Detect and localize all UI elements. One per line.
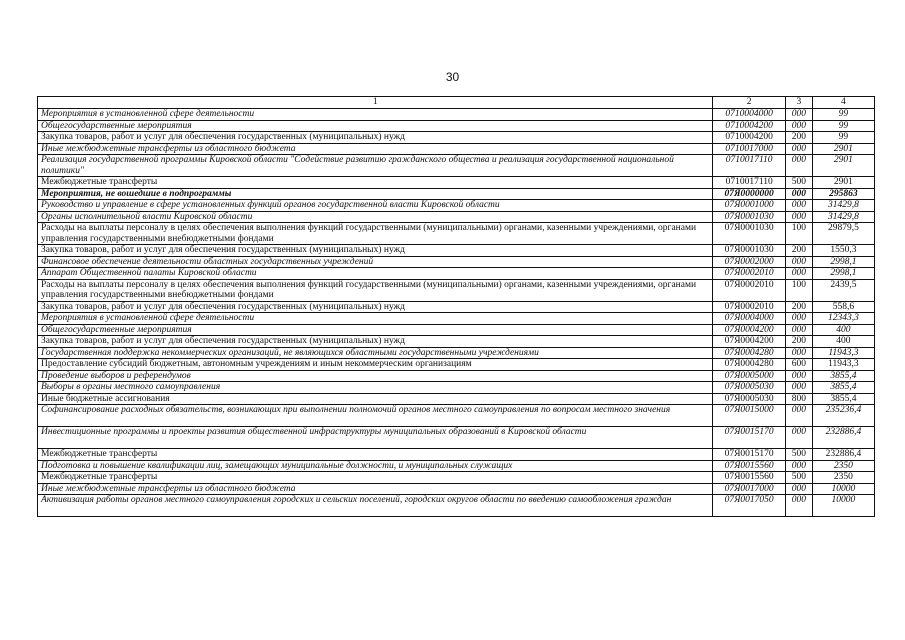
table-row bbox=[38, 393, 875, 405]
row-name-cell: Предоставление субсидий бюджетным, автономным учреждениям и иным некоммерческим организациям bbox=[38, 359, 713, 371]
row-code-cell: 0710004200 bbox=[713, 120, 786, 132]
table-row bbox=[38, 336, 875, 348]
row-type-cell: 600 bbox=[785, 359, 812, 371]
row-code-cell: 0710017110 bbox=[713, 177, 786, 189]
row-sum-cell: 10000 bbox=[812, 483, 874, 495]
row-code-cell: 07Я0002010 bbox=[713, 279, 786, 301]
row-name-cell: Межбюджетные трансферты bbox=[38, 449, 713, 461]
table-row bbox=[38, 472, 875, 484]
table-row bbox=[38, 370, 875, 382]
row-type-cell: 000 bbox=[785, 427, 812, 449]
row-name-cell: Иные межбюджетные трансферты из областного бюджета bbox=[38, 143, 713, 155]
row-name-cell: Закупка товаров, работ и услуг для обеспечения государственных (муниципальных) нужд bbox=[38, 336, 713, 348]
row-sum-cell: 558,6 bbox=[812, 301, 874, 313]
row-code-cell: 07Я0001030 bbox=[713, 245, 786, 257]
table-row bbox=[38, 483, 875, 495]
row-name-cell: Расходы на выплаты персоналу в целях обеспечения выполнения функций государственными (муниципальными) органами, казенными учреждениями, органами управления государственными внебюджетными фондами bbox=[38, 279, 713, 301]
row-sum-cell: 2998,1 bbox=[812, 268, 874, 280]
row-sum-cell: 400 bbox=[812, 336, 874, 348]
row-type-cell: 000 bbox=[785, 460, 812, 472]
row-type-cell: 500 bbox=[785, 177, 812, 189]
row-sum-cell: 11943,3 bbox=[812, 359, 874, 371]
row-code-cell: 0710017110 bbox=[713, 155, 786, 177]
row-type-cell: 000 bbox=[785, 211, 812, 223]
row-sum-cell: 11943,3 bbox=[812, 347, 874, 359]
row-name-cell: Общегосударственные мероприятия bbox=[38, 120, 713, 132]
row-type-cell: 000 bbox=[785, 120, 812, 132]
row-name-cell: Закупка товаров, работ и услуг для обеспечения государственных (муниципальных) нужд bbox=[38, 301, 713, 313]
row-sum-cell: 1550,3 bbox=[812, 245, 874, 257]
row-name-cell: Иные бюджетные ассигнования bbox=[38, 393, 713, 405]
row-type-cell: 100 bbox=[785, 279, 812, 301]
row-type-cell: 000 bbox=[785, 188, 812, 200]
table-header-row bbox=[38, 97, 875, 109]
row-type-cell: 000 bbox=[785, 256, 812, 268]
row-sum-cell: 31429,8 bbox=[812, 200, 874, 212]
row-sum-cell: 235236,4 bbox=[812, 405, 874, 427]
row-sum-cell: 232886,4 bbox=[812, 449, 874, 461]
row-type-cell: 000 bbox=[785, 324, 812, 336]
row-sum-cell: 99 bbox=[812, 109, 874, 121]
column-header-code: 2 bbox=[713, 97, 786, 109]
row-sum-cell: 31429,8 bbox=[812, 211, 874, 223]
row-type-cell: 200 bbox=[785, 245, 812, 257]
row-code-cell: 07Я0015170 bbox=[713, 449, 786, 461]
row-type-cell: 000 bbox=[785, 405, 812, 427]
row-type-cell: 000 bbox=[785, 483, 812, 495]
row-type-cell: 000 bbox=[785, 313, 812, 325]
row-name-cell: Межбюджетные трансферты bbox=[38, 177, 713, 189]
row-code-cell: 0710004000 bbox=[713, 109, 786, 121]
row-type-cell: 500 bbox=[785, 449, 812, 461]
row-sum-cell: 2901 bbox=[812, 177, 874, 189]
column-header-name: 1 bbox=[38, 97, 713, 109]
row-name-cell: Реализация государственной программы Кировской области "Содействие развитию гражданского общества и реализация государственной национальной политики" bbox=[38, 155, 713, 177]
row-type-cell: 000 bbox=[785, 347, 812, 359]
row-code-cell: 07Я0002010 bbox=[713, 301, 786, 313]
row-sum-cell: 3855,4 bbox=[812, 393, 874, 405]
table-row bbox=[38, 405, 875, 427]
table-row bbox=[38, 324, 875, 336]
table-row bbox=[38, 382, 875, 394]
row-name-cell: Инвестиционные программы и проекты развития общественной инфраструктуры муниципальных образований в Кировской области bbox=[38, 427, 713, 449]
row-code-cell: 07Я0001000 bbox=[713, 200, 786, 212]
table-row bbox=[38, 200, 875, 212]
row-code-cell: 07Я0017000 bbox=[713, 483, 786, 495]
row-sum-cell: 3855,4 bbox=[812, 370, 874, 382]
row-type-cell: 000 bbox=[785, 155, 812, 177]
row-type-cell: 000 bbox=[785, 370, 812, 382]
row-name-cell: Проведение выборов и референдумов bbox=[38, 370, 713, 382]
row-code-cell: 07Я0000000 bbox=[713, 188, 786, 200]
row-code-cell: 07Я0017050 bbox=[713, 495, 786, 517]
row-code-cell: 07Я0015560 bbox=[713, 472, 786, 484]
row-type-cell: 100 bbox=[785, 223, 812, 245]
row-code-cell: 07Я0004280 bbox=[713, 359, 786, 371]
row-code-cell: 07Я0015170 bbox=[713, 427, 786, 449]
row-code-cell: 0710017000 bbox=[713, 143, 786, 155]
table-row bbox=[38, 359, 875, 371]
row-name-cell: Финансовое обеспечение деятельности областных государственных учреждений bbox=[38, 256, 713, 268]
table-row bbox=[38, 177, 875, 189]
row-name-cell: Межбюджетные трансферты bbox=[38, 472, 713, 484]
row-sum-cell: 10000 bbox=[812, 495, 874, 517]
row-sum-cell: 295863 bbox=[812, 188, 874, 200]
column-header-type: 3 bbox=[785, 97, 812, 109]
row-type-cell: 200 bbox=[785, 336, 812, 348]
row-code-cell: 07Я0004280 bbox=[713, 347, 786, 359]
table-row bbox=[38, 347, 875, 359]
table-row bbox=[38, 120, 875, 132]
table-row bbox=[38, 223, 875, 245]
row-name-cell: Мероприятия в установленной сфере деятельности bbox=[38, 109, 713, 121]
row-code-cell: 07Я0015560 bbox=[713, 460, 786, 472]
row-code-cell: 07Я0005000 bbox=[713, 370, 786, 382]
table-row bbox=[38, 256, 875, 268]
row-name-cell: Иные межбюджетные трансферты из областного бюджета bbox=[38, 483, 713, 495]
row-type-cell: 000 bbox=[785, 109, 812, 121]
row-name-cell: Софинансирование расходных обязательств, возникающих при выполнении полномочий органов местного самоуправления по вопросам местного значения bbox=[38, 405, 713, 427]
row-sum-cell: 99 bbox=[812, 120, 874, 132]
row-type-cell: 200 bbox=[785, 132, 812, 144]
row-name-cell: Расходы на выплаты персоналу в целях обеспечения выполнения функций государственными (муниципальными) органами, казенными учреждениями, органами управления государственными внебюджетными фондами bbox=[38, 223, 713, 245]
row-sum-cell: 2350 bbox=[812, 472, 874, 484]
table-row bbox=[38, 449, 875, 461]
row-name-cell: Мероприятия в установленной сфере деятельности bbox=[38, 313, 713, 325]
row-name-cell: Закупка товаров, работ и услуг для обеспечения государственных (муниципальных) нужд bbox=[38, 245, 713, 257]
row-sum-cell: 29879,5 bbox=[812, 223, 874, 245]
row-code-cell: 07Я0001030 bbox=[713, 223, 786, 245]
row-code-cell: 07Я0004000 bbox=[713, 313, 786, 325]
table-row bbox=[38, 245, 875, 257]
row-name-cell: Выборы в органы местного самоуправления bbox=[38, 382, 713, 394]
table-body bbox=[38, 109, 875, 517]
row-sum-cell: 2901 bbox=[812, 155, 874, 177]
table-row bbox=[38, 495, 875, 517]
table-row bbox=[38, 301, 875, 313]
table-row bbox=[38, 188, 875, 200]
row-name-cell: Закупка товаров, работ и услуг для обеспечения государственных (муниципальных) нужд bbox=[38, 132, 713, 144]
row-code-cell: 07Я0015000 bbox=[713, 405, 786, 427]
row-sum-cell: 2901 bbox=[812, 143, 874, 155]
row-code-cell: 0710004200 bbox=[713, 132, 786, 144]
table-row bbox=[38, 268, 875, 280]
row-sum-cell: 2439,5 bbox=[812, 279, 874, 301]
row-type-cell: 000 bbox=[785, 200, 812, 212]
row-type-cell: 800 bbox=[785, 393, 812, 405]
table-row bbox=[38, 427, 875, 449]
row-type-cell: 200 bbox=[785, 301, 812, 313]
table-row bbox=[38, 211, 875, 223]
table-row bbox=[38, 155, 875, 177]
table-row bbox=[38, 109, 875, 121]
column-header-sum: 4 bbox=[812, 97, 874, 109]
row-code-cell: 07Я0001030 bbox=[713, 211, 786, 223]
row-sum-cell: 3855,4 bbox=[812, 382, 874, 394]
row-sum-cell: 99 bbox=[812, 132, 874, 144]
page-number: 30 bbox=[445, 70, 460, 84]
row-type-cell: 500 bbox=[785, 472, 812, 484]
row-sum-cell: 2350 bbox=[812, 460, 874, 472]
row-name-cell: Государственная поддержка некоммерческих организаций, не являющихся областными государственными учреждениями bbox=[38, 347, 713, 359]
row-type-cell: 000 bbox=[785, 268, 812, 280]
row-type-cell: 000 bbox=[785, 143, 812, 155]
row-code-cell: 07Я0005030 bbox=[713, 382, 786, 394]
row-name-cell: Подготовка и повышение квалификации лиц, замещающих муниципальные должности, и муниципальных служащих bbox=[38, 460, 713, 472]
row-name-cell: Руководство и управление в сфере установленных функций органов государственной власти Кировской области bbox=[38, 200, 713, 212]
row-code-cell: 07Я0005030 bbox=[713, 393, 786, 405]
table-row bbox=[38, 143, 875, 155]
row-code-cell: 07Я0004200 bbox=[713, 336, 786, 348]
row-sum-cell: 12343,3 bbox=[812, 313, 874, 325]
row-code-cell: 07Я0002010 bbox=[713, 268, 786, 280]
table-row bbox=[38, 279, 875, 301]
row-name-cell: Аппарат Общественной палаты Кировской области bbox=[38, 268, 713, 280]
row-name-cell: Мероприятия, не вошедшие в подпрограммы bbox=[38, 188, 713, 200]
row-type-cell: 000 bbox=[785, 495, 812, 517]
table-row bbox=[38, 313, 875, 325]
row-type-cell: 000 bbox=[785, 382, 812, 394]
table-row bbox=[38, 460, 875, 472]
table-row bbox=[38, 132, 875, 144]
row-sum-cell: 232886,4 bbox=[812, 427, 874, 449]
row-code-cell: 07Я0002000 bbox=[713, 256, 786, 268]
row-code-cell: 07Я0004200 bbox=[713, 324, 786, 336]
row-name-cell: Общегосударственные мероприятия bbox=[38, 324, 713, 336]
row-sum-cell: 400 bbox=[812, 324, 874, 336]
row-sum-cell: 2998,1 bbox=[812, 256, 874, 268]
budget-table bbox=[37, 96, 875, 517]
row-name-cell: Активизация работы органов местного самоуправления городских и сельских поселений, городских округов области по введению самообложения граждан bbox=[38, 495, 713, 517]
row-name-cell: Органы исполнительной власти Кировской области bbox=[38, 211, 713, 223]
